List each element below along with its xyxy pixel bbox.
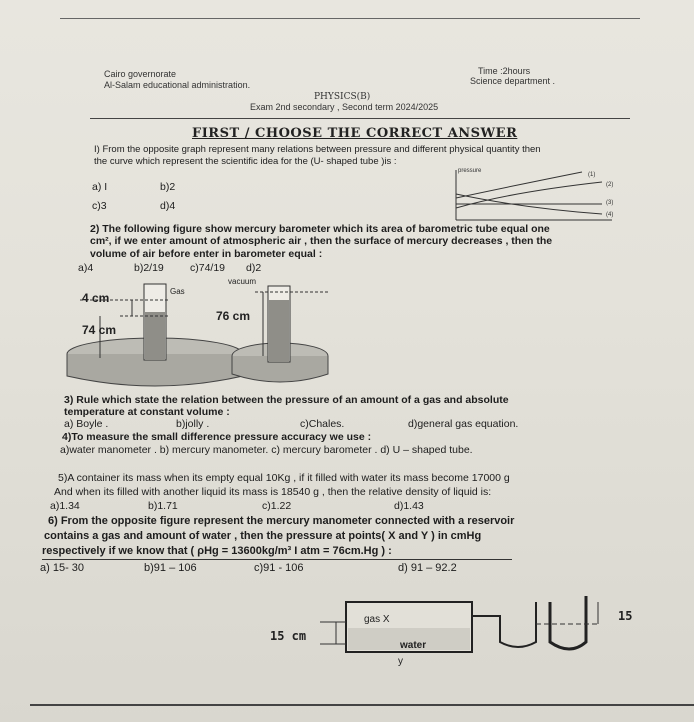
q3-option-d: d)general gas equation. [408, 418, 519, 430]
q6-underline [42, 559, 512, 560]
q6-line1: 6) From the opposite figure represent the mercury manometer connected with a reservoir [48, 515, 515, 527]
q3-option-a: a) Boyle . [64, 418, 109, 430]
q2-line2: cm², if we enter amount of atmospheric air , then the surface of mercury decreases , then the [90, 235, 553, 247]
q1-graph [452, 164, 632, 222]
q1-graph-label-1: (1) [588, 172, 596, 178]
header-administration: Al-Salam educational administration. [104, 80, 251, 90]
q1-option-d: d)4 [160, 200, 176, 212]
q5-option-c: c)1.22 [262, 500, 292, 512]
q1-graph-label-2: (2) [606, 182, 614, 188]
section-title: FIRST / CHOOSE THE CORRECT ANSWER [192, 126, 518, 141]
q5-option-a: a)1.34 [50, 500, 80, 512]
q3-line2: temperature at constant volume : [64, 406, 230, 418]
q1-graph-label-3: (3) [606, 200, 614, 206]
q6-option-a: a) 15- 30 [40, 562, 85, 574]
q1-option-b: b)2 [160, 181, 176, 193]
q3-option-b: b)jolly . [176, 418, 210, 430]
q1-line2: the curve which represent the scientific idea for the (U- shaped tube )is : [94, 156, 397, 167]
header-subject: PHYSICS(B) [314, 92, 371, 102]
q2-left-mercury [145, 312, 165, 360]
header-department: Science department . [470, 76, 556, 86]
q2-option-d: d)2 [246, 262, 262, 274]
top-rule [60, 18, 640, 19]
q6-option-b: b)91 – 106 [144, 562, 197, 574]
q6-label-gas: gas X [364, 614, 390, 625]
q5-option-d: d)1.43 [394, 500, 424, 512]
q6-manometer-figure [260, 592, 680, 672]
q6-connecting-tube [472, 602, 536, 647]
q2-label-vacuum: vacuum [228, 277, 257, 286]
q6-label-water: water [400, 640, 427, 651]
q6-line2: contains a gas and amount of water , then the pressure at points( X and Y ) in cmHg [44, 530, 482, 542]
q6-option-d: d) 91 – 92.2 [398, 562, 457, 574]
q1-line1: I) From the opposite graph represent many relations between pressure and different physical quantity then [94, 144, 541, 155]
header-time: Time :2hours [478, 66, 531, 76]
q1-option-c: c)3 [92, 200, 107, 212]
q1-graph-label-4: (4) [606, 212, 614, 218]
q2-barometer-figure [60, 272, 350, 392]
q5-line2: And when its filled with another liquid its mass is 18540 g , then the relative density of liquid is: [54, 486, 492, 498]
q2-label-gas: Gas [170, 287, 185, 296]
q6-label-15cm: 15 cm [270, 629, 307, 643]
q2-right-mercury [269, 300, 289, 362]
header-rule [90, 118, 630, 119]
q6-line3: respectively if we know that ( ρHg = 13600kg/m³ I atm = 76cm.Hg ) : [42, 545, 392, 557]
header-governorate: Cairo governorate [104, 69, 177, 79]
q6-label-y: y [398, 656, 403, 667]
q2-label-74cm: 74 cm [82, 323, 117, 337]
q5-line1: 5)A container its mass when its empty equal 10Kg , if it filled with water its mass become 17000 g [58, 472, 510, 484]
q1-graph-ylabel: pressure [458, 168, 482, 174]
q2-option-b: b)2/19 [134, 262, 164, 274]
q6-label-15: 15 [618, 609, 633, 623]
q3-line1: 3) Rule which state the relation between the pressure of an amount of a gas and absolute [64, 394, 509, 406]
q4-options: a)water manometer . b) mercury manometer. c) mercury barometer . d) U – shaped tube. [60, 444, 473, 456]
q5-option-b: b)1.71 [148, 500, 178, 512]
q2-label-4cm: 4 cm [82, 291, 110, 305]
q6-option-c: c)91 - 106 [254, 562, 304, 574]
q2-line3: volume of air before enter in barometer equal : [90, 248, 323, 260]
q2-line1: 2) The following figure show mercury barometer which its area of barometric tube equal one [90, 223, 550, 235]
q1-option-a: a) I [92, 181, 108, 193]
bottom-rule [30, 704, 694, 706]
q4-line1: 4)To measure the small difference pressure accuracy we use : [62, 431, 372, 443]
q2-label-76cm: 76 cm [216, 309, 251, 323]
q6-u-tube [550, 596, 586, 649]
q2-option-a: a)4 [78, 262, 94, 274]
q3-option-c: c)Chales. [300, 418, 345, 430]
header-exam-line: Exam 2nd secondary , Second term 2024/2025 [250, 102, 439, 112]
q2-option-c: c)74/19 [190, 262, 226, 274]
